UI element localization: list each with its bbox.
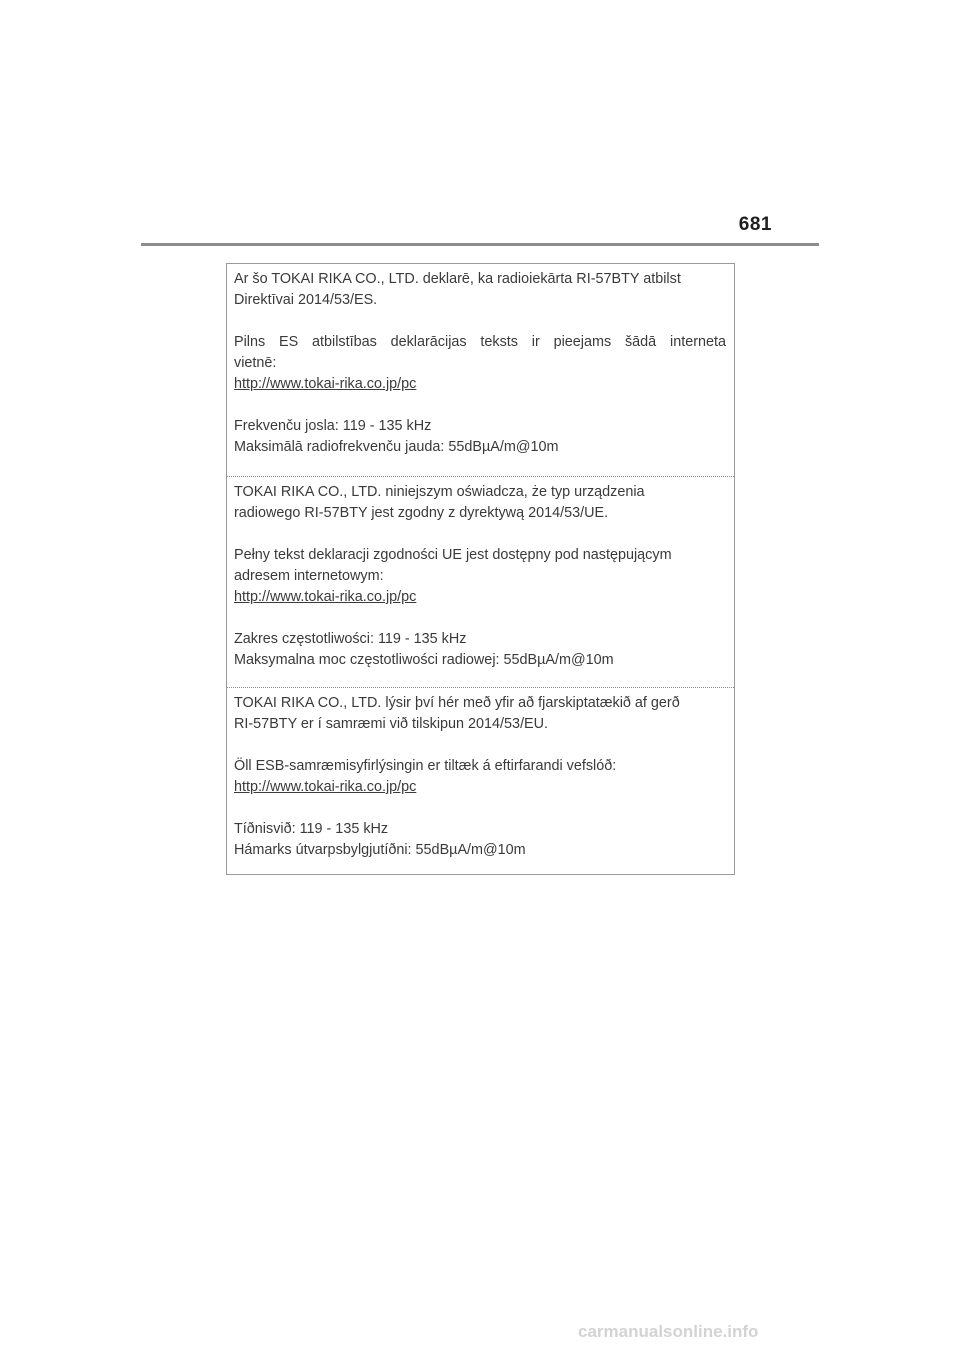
lv-declaration-line-1: Ar šo TOKAI RIKA CO., LTD. deklarē, ka radioiekārta RI-57BTY atbilst (234, 271, 681, 287)
is-full-text-line: Öll ESB-samræmisyfirlýsingin er tiltæk á eftirfarandi vefslóð: (234, 758, 617, 774)
page-number: 681 (738, 214, 772, 235)
lv-frequency-band: Frekvenču josla: 119 - 135 kHz (234, 418, 432, 434)
is-declaration-line-2: RI-57BTY er í samræmi við tilskipun 2014/53/EU. (234, 716, 549, 732)
lv-declaration-line-2: Direktīvai 2014/53/ES. (234, 292, 378, 308)
lv-full-text-line-2: vietnē: (234, 355, 277, 371)
lv-full-text-line-1: Pilns ES atbilstības deklarācijas teksts ir pieejams šādā interneta (234, 334, 726, 350)
is-max-power: Hámarks útvarpsbylgjutíðni: 55dBµA/m@10m (234, 842, 526, 858)
pl-declaration-line-1: TOKAI RIKA CO., LTD. niniejszym oświadcza, że typ urządzenia (234, 484, 645, 500)
pl-url-link[interactable]: http://www.tokai-rika.co.jp/pc (234, 589, 417, 605)
declaration-icelandic (227, 688, 734, 874)
header-rule (141, 243, 819, 246)
is-url-link[interactable]: http://www.tokai-rika.co.jp/pc (234, 779, 417, 795)
pl-declaration-line-2: radiowego RI-57BTY jest zgodny z dyrektywą 2014/53/UE. (234, 505, 609, 521)
pl-full-text-line-2: adresem internetowym: (234, 568, 384, 584)
is-declaration-line-1: TOKAI RIKA CO., LTD. lýsir því hér með yfir að fjarskiptatækið af gerð (234, 695, 680, 711)
lv-url-link[interactable]: http://www.tokai-rika.co.jp/pc (234, 376, 417, 392)
declaration-polish (227, 477, 734, 688)
is-frequency-band: Tíðnisvið: 119 - 135 kHz (234, 821, 389, 837)
declaration-latvian (227, 264, 734, 477)
pl-full-text-line-1: Pełny tekst deklaracji zgodności UE jest dostępny pod następującym (234, 547, 672, 563)
lv-max-power: Maksimālā radiofrekvenču jauda: 55dBµA/m@10m (234, 439, 559, 455)
watermark-text: carmanualsonline.info (578, 1322, 759, 1341)
pl-frequency-band: Zakres częstotliwości: 119 - 135 kHz (234, 631, 467, 647)
declaration-box (226, 263, 735, 875)
pl-max-power: Maksymalna moc częstotliwości radiowej: 55dBµA/m@10m (234, 652, 614, 668)
